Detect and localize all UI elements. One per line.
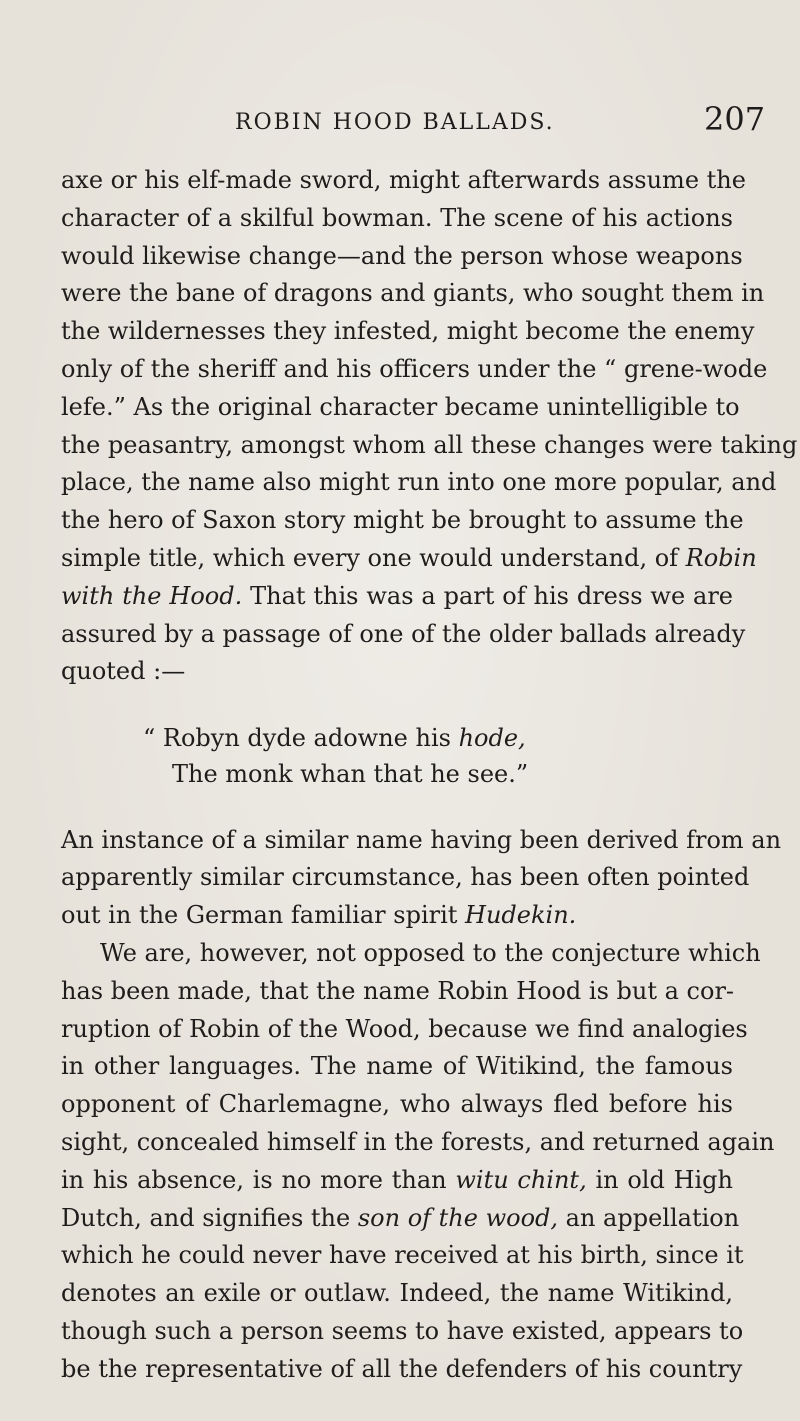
text-line: be the representative of all the defenders of his country xyxy=(61,1354,743,1383)
text-line: place, the name also might run into one more popular, and xyxy=(61,468,777,497)
text-line: We are, however, not opposed to the conjecture which xyxy=(100,939,761,967)
quote-line xyxy=(143,723,526,752)
text-line: opponent of Charlemagne, who always fled before his xyxy=(61,1090,733,1119)
text-line: would likewise change—and the person whose weapons xyxy=(61,241,743,270)
text-line xyxy=(61,901,733,930)
text-span: simple title, which every one would understand, of xyxy=(61,544,686,572)
page-header xyxy=(0,100,800,144)
italic-span: witu chint, xyxy=(455,1165,587,1194)
text-line: though such a person seems to have existed, appears to xyxy=(61,1317,744,1345)
text-line: denotes an exile or outlaw. Indeed, the name Witikind, xyxy=(61,1279,733,1308)
italic-span: with the Hood. xyxy=(61,581,243,610)
text-line xyxy=(61,544,757,572)
text-line: the wildernesses they infested, might become the enemy xyxy=(61,317,755,346)
text-span: in his absence, is no more than xyxy=(61,1165,456,1194)
text-line: has been made, that the name Robin Hood is but a cor- xyxy=(61,976,735,1005)
text-line: sight, concealed himself in the forests, and returned again xyxy=(61,1128,775,1156)
text-line: An instance of a similar name having been derived from an xyxy=(61,825,782,854)
text-line: lefe.” As the original character became unintelligible to xyxy=(61,392,740,421)
text-line: the hero of Saxon story might be brought to assume the xyxy=(61,506,744,535)
italic-span: hode, xyxy=(458,723,526,752)
text-line: quoted :— xyxy=(61,657,186,686)
running-head: ROBIN HOOD BALLADS. xyxy=(235,110,555,135)
italic-span: Hudekin. xyxy=(465,901,577,930)
text-line: axe or his elf-made sword, might afterwards assume the xyxy=(61,166,746,194)
italic-span: son of the wood, xyxy=(357,1203,559,1232)
text-line: which he could never have received at his birth, since it xyxy=(61,1241,744,1270)
text-line: the peasantry, amongst whom all these changes were taking xyxy=(61,430,798,459)
text-span: an appellation xyxy=(558,1203,740,1232)
italic-span: Robin xyxy=(685,544,757,572)
text-line: character of a skilful bowman. The scene of his actions xyxy=(61,203,733,232)
text-line: only of the sheriff and his officers under the “ grene-wode xyxy=(61,355,768,383)
text-line: assured by a passage of one of the older ballads already xyxy=(61,619,746,648)
quote-line: The monk whan that he see.” xyxy=(172,760,529,789)
text-span: out in the German familiar spirit xyxy=(61,901,466,930)
text-line: apparently similar circumstance, has been often pointed xyxy=(61,863,750,892)
text-span: “ Robyn dyde adowne his xyxy=(143,723,459,752)
page-number: 207 xyxy=(704,100,766,138)
text-line xyxy=(61,581,734,610)
text-span: That this was a part of his dress we are xyxy=(242,581,734,610)
text-line: in other languages. The name of Witikind, the famous xyxy=(61,1052,733,1081)
text-span: Dutch, and signifies the xyxy=(61,1203,358,1232)
text-span: in old High xyxy=(586,1165,733,1194)
text-line: were the bane of dragons and giants, who sought them in xyxy=(61,279,765,308)
text-line xyxy=(61,1165,733,1194)
text-line xyxy=(61,1203,740,1232)
text-line: ruption of Robin of the Wood, because we find analogies xyxy=(61,1014,748,1043)
